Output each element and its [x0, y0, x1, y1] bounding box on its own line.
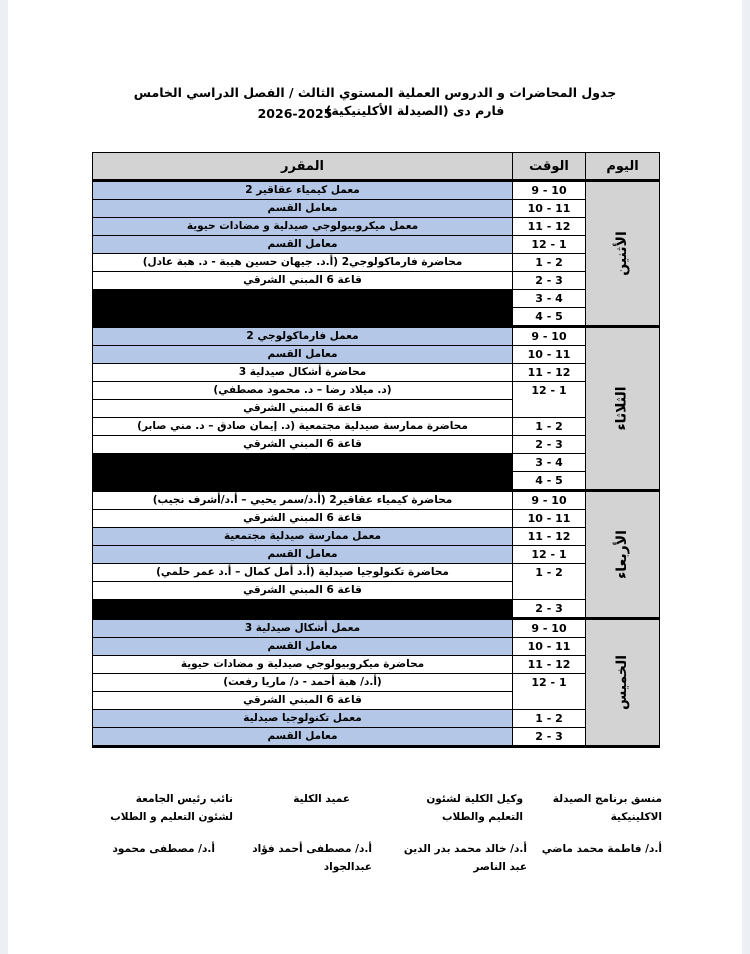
header-day: اليوم [586, 153, 660, 181]
time-cell: 11 - 12 [513, 528, 586, 546]
table-row [93, 546, 660, 564]
course-location: معامل القسم [93, 546, 513, 564]
time-cell: 9 - 10 [513, 181, 586, 200]
header-course: المقرر [93, 153, 513, 181]
schedule-title: جدول المحاضرات و الدروس العملية المستوي الثالث / الفصل الدراسي الخامس [133, 85, 617, 100]
time-cell: 1 - 2 [513, 564, 586, 600]
signature-title: عميد الكلية [293, 793, 350, 805]
time-cell: 1 - 2 [513, 418, 586, 436]
time-cell: 2 - 3 [513, 728, 586, 747]
day-label: الخميس [613, 654, 630, 711]
signature-block-vice-dean-name [385, 840, 527, 876]
course-location: قاعة 6 المبني الشرقي [93, 436, 513, 454]
table-row [93, 290, 660, 308]
time-cell: 3 - 4 [513, 290, 586, 308]
course-location: معامل القسم [93, 236, 513, 254]
table-row [93, 308, 660, 327]
time-cell: 12 - 1 [513, 382, 586, 418]
page-border-right [742, 0, 750, 954]
table-row [93, 491, 660, 510]
blocked-slot [93, 472, 513, 491]
course-location: قاعة 6 المبني الشرقي [93, 272, 513, 290]
time-cell: 11 - 12 [513, 364, 586, 382]
course-lecturers: (د. ميلاد رضا – د. محمود مصطفي) [93, 382, 513, 400]
day-cell-tuesday [586, 327, 660, 491]
program-name: فارم دى (الصيدلة الأكلينيكية) [325, 103, 505, 118]
time-cell: 2 - 3 [513, 600, 586, 619]
time-cell: 2 - 3 [513, 272, 586, 290]
table-row [93, 181, 660, 200]
table-row [93, 254, 660, 272]
blocked-slot [93, 454, 513, 472]
course-location: قاعة 6 المبني الشرقي [93, 582, 513, 600]
day-cell-wednesday [586, 491, 660, 619]
time-cell: 4 - 5 [513, 472, 586, 491]
course-location: قاعة 6 المبني الشرقي [93, 510, 513, 528]
table-row [93, 418, 660, 436]
signature-block-vice-dean [395, 790, 523, 826]
course-lecturers: (أ.د/ هبة أحمد - د/ ماريا رفعت) [93, 674, 513, 692]
course-cell: معمل كيمياء عقاقير 2 [93, 181, 513, 200]
time-cell: 10 - 11 [513, 200, 586, 218]
course-location: معامل القسم [93, 346, 513, 364]
time-cell: 10 - 11 [513, 510, 586, 528]
day-label: الأربعاء [613, 530, 630, 579]
table-row [93, 436, 660, 454]
table-row [93, 327, 660, 346]
signature-name: أ.د/ مصطفى أحمد فؤاد عبدالجواد [252, 843, 372, 873]
signature-block-dean-name [250, 840, 372, 876]
time-cell: 3 - 4 [513, 454, 586, 472]
time-cell: 12 - 1 [513, 546, 586, 564]
table-row [93, 510, 660, 528]
signature-block-vice-president-name [100, 840, 215, 858]
day-label: الأثنين [613, 231, 630, 276]
course-cell: معمل ميكروبيولوجي صيدلية و مضادات حيوية [93, 218, 513, 236]
academic-year: 2026-2025 [257, 106, 333, 121]
course-cell: محاضرة تكنولوجيا صيدلية (أ.د أمل كمال – أ.د عمر حلمي) [93, 564, 513, 582]
blocked-slot [93, 600, 513, 619]
table-row [93, 674, 660, 692]
time-cell: 4 - 5 [513, 308, 586, 327]
signature-title: منسق برنامج الصيدلة الاكلينيكية [552, 793, 662, 823]
course-cell: محاضرة كيمياء عقاقير2 (أ.د/سمر يحيي – أ.د/أشرف نجيب) [93, 491, 513, 510]
signature-block-coordinator-name [530, 840, 662, 858]
signature-block-vice-president [98, 790, 233, 826]
table-row [93, 218, 660, 236]
time-cell: 2 - 3 [513, 436, 586, 454]
course-location: معامل القسم [93, 728, 513, 747]
course-cell: معمل ممارسة صيدلية مجتمعية [93, 528, 513, 546]
time-cell: 11 - 12 [513, 218, 586, 236]
course-location: قاعة 6 المبني الشرقي [93, 400, 513, 418]
course-cell: محاضرة فارماكولوجي2 (أ.د. جيهان حسين هيبة - د. هبة عادل) [93, 254, 513, 272]
table-row [93, 528, 660, 546]
course-location: معامل القسم [93, 200, 513, 218]
time-cell: 12 - 1 [513, 236, 586, 254]
time-cell: 9 - 10 [513, 619, 586, 638]
day-cell-monday [586, 181, 660, 327]
course-location: قاعة 6 المبني الشرقي [93, 692, 513, 710]
time-cell: 1 - 2 [513, 254, 586, 272]
table-row [93, 236, 660, 254]
course-cell: معمل فارماكولوجي 2 [93, 327, 513, 346]
course-cell: معمل أشكال صيدلية 3 [93, 619, 513, 638]
signature-name: أ.د/ مصطفى محمود [112, 843, 215, 855]
blocked-slot [93, 290, 513, 308]
table-row [93, 728, 660, 747]
schedule-table [92, 152, 660, 748]
table-row [93, 382, 660, 400]
time-cell: 10 - 11 [513, 638, 586, 656]
course-location: معامل القسم [93, 638, 513, 656]
course-cell: محاضرة ممارسة صيدلية مجتمعية (د. إيمان صادق – د. مني صابر) [93, 418, 513, 436]
table-row [93, 454, 660, 472]
day-cell-thursday [586, 619, 660, 747]
time-cell: 12 - 1 [513, 674, 586, 710]
time-cell: 9 - 10 [513, 327, 586, 346]
table-row [93, 619, 660, 638]
signature-block-dean [280, 790, 350, 808]
table-row [93, 710, 660, 728]
table-row [93, 364, 660, 382]
table-row [93, 472, 660, 491]
table-row [93, 272, 660, 290]
signature-name: أ.د/ فاطمة محمد ماضي [541, 843, 662, 855]
time-cell: 9 - 10 [513, 491, 586, 510]
table-row [93, 200, 660, 218]
day-label: الثلاثاء [613, 386, 630, 431]
header-time: الوقت [513, 153, 586, 181]
signature-block-coordinator [548, 790, 662, 826]
table-row [93, 564, 660, 582]
table-header-row [93, 153, 660, 181]
course-cell: محاضرة ميكروبيولوجي صيدلية و مضادات حيوية [93, 656, 513, 674]
time-cell: 11 - 12 [513, 656, 586, 674]
course-cell: معمل تكنولوجيا صيدلية [93, 710, 513, 728]
blocked-slot [93, 308, 513, 327]
table-row [93, 600, 660, 619]
time-cell: 10 - 11 [513, 346, 586, 364]
course-cell: محاضرة أشكال صيدلية 3 [93, 364, 513, 382]
page-border-left [0, 0, 8, 954]
signature-name: أ.د/ خالد محمد بدر الدين عبد الناصر [403, 843, 527, 873]
time-cell: 1 - 2 [513, 710, 586, 728]
signature-title: نائب رئيس الجامعة لشئون التعليم و الطلاب [110, 793, 233, 823]
table-row [93, 346, 660, 364]
signature-title: وكيل الكلية لشئون التعليم والطلاب [426, 793, 523, 823]
table-row [93, 656, 660, 674]
table-row [93, 638, 660, 656]
